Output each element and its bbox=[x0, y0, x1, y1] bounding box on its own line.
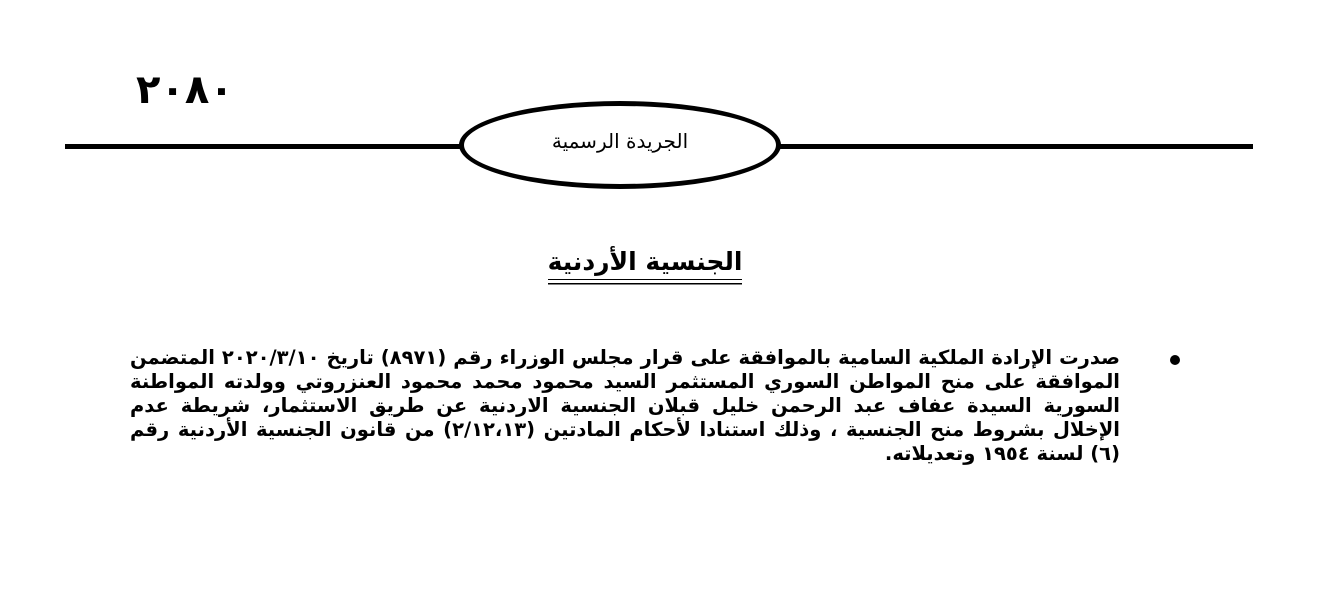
notice-text: صدرت الإرادة الملكية السامية بالموافقة على قرار مجلس الوزراء رقم (٨٩٧١) تاريخ ٢٠٢٠/٣/١٠ المتضمن الموافقة على منح المواطن السوري المستثمر السيد محمود محمد محمود العنزروتي وولدته المواطنة السورية السيدة عفاف عبد الرحمن خليل قبلان الجنسية الاردنية عن طريق الاستثمار، شريطة عدم الإخلال بشروط منح الجنسية ، وذلك استنادا لأحكام المادتين (٢/١٢،١٣) من قانون الجنسية الأردنية رقم (٦) لسنة ١٩٥٤ وتعديلاته. bbox=[130, 346, 1120, 465]
masthead-oval bbox=[459, 101, 781, 189]
section-title-text: الجنسية الأردنية bbox=[548, 247, 743, 280]
page-number: ٢٠٨٠ bbox=[136, 67, 234, 113]
notice-list bbox=[130, 346, 1180, 466]
notice-item bbox=[130, 346, 1180, 466]
masthead-title: الجريدة الرسمية bbox=[551, 129, 689, 153]
bullet-icon bbox=[1170, 355, 1180, 365]
section-title bbox=[500, 247, 790, 280]
